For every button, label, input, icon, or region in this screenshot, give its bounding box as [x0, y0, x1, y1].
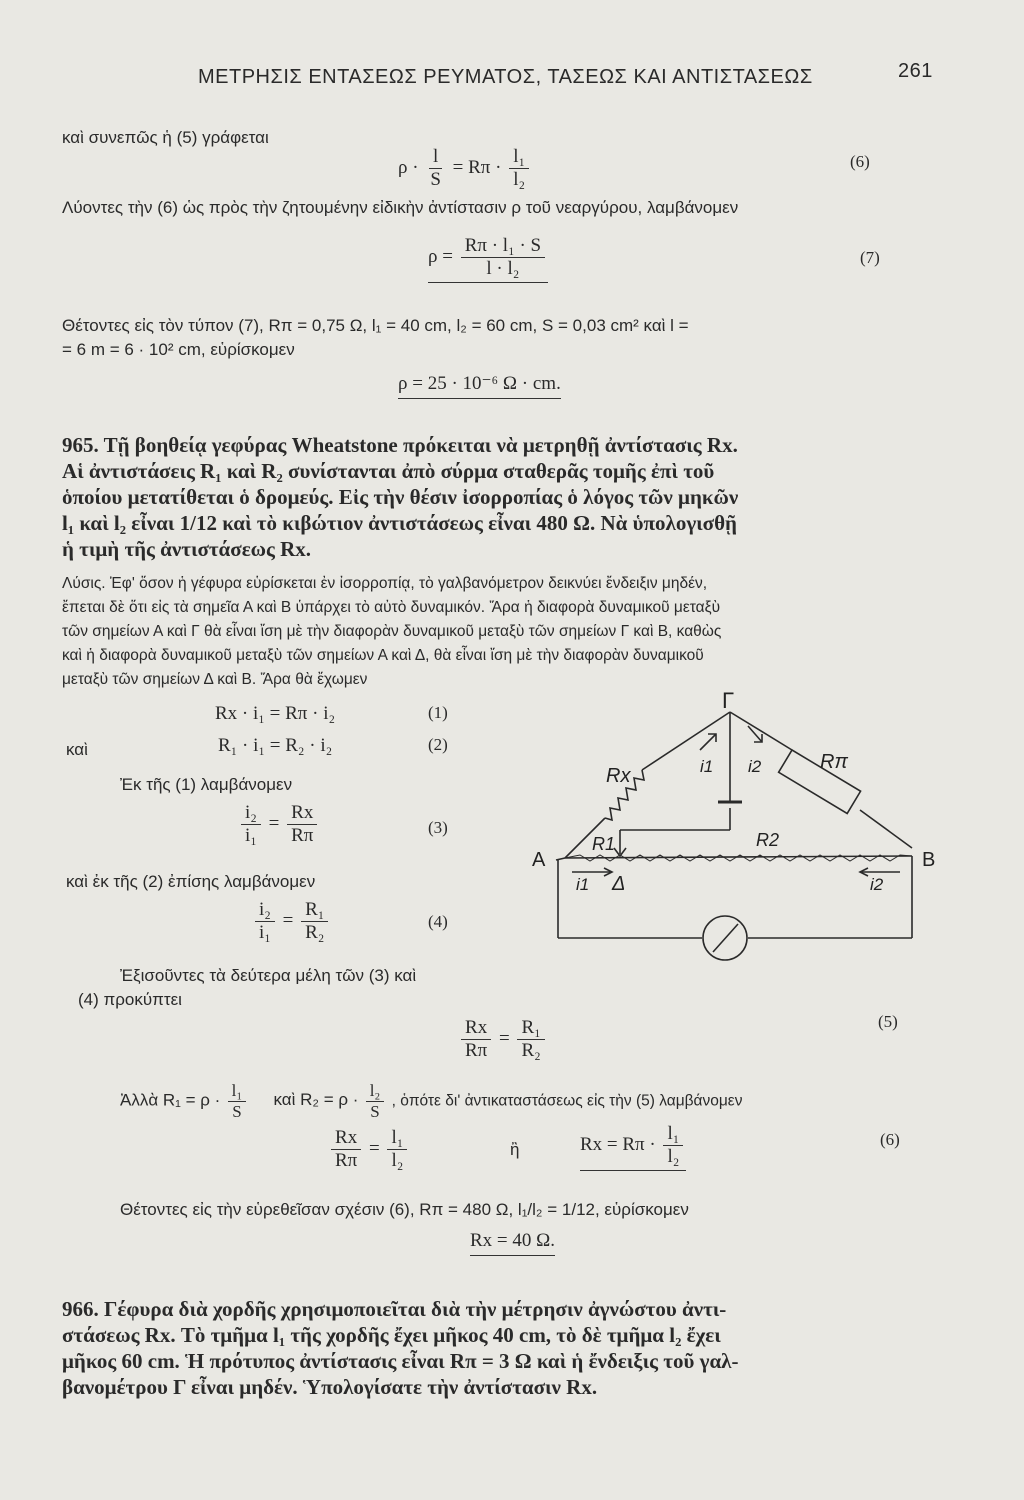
- denominator: l₂: [391, 1149, 404, 1171]
- solution-line: ἔπεται δὲ ὅτι εἰς τὰ σημεῖα Α καὶ Β ὑπάρχει τὸ αὐτὸ δυναμικόν. Ἄρα ἡ διαφορὰ δυναμικοῦ μεταξὺ: [62, 599, 721, 616]
- fraction: [517, 1018, 544, 1061]
- fraction: [331, 1128, 361, 1171]
- solution-line: Λύσις. Ἐφ' ὅσον ἡ γέφυρα εὑρίσκεται ἐν ἰσορροπίᾳ, τὸ γαλβανόμετρον δεικνύει ἔνδειξιν μηδέν,: [62, 575, 708, 592]
- wire-g-rp: [730, 712, 792, 750]
- numerator: l₂: [366, 1082, 385, 1102]
- fraction: [509, 147, 529, 190]
- equation-5: $\frac{Rx}{R\pi}$ = $\frac{\text{R₁}}{\text{R₂}}$: [458, 1018, 548, 1061]
- equation-4: $\frac{\text{i₂}}{\text{i₁}}$ = $\frac{\text{R₁}}{\text{R₂}}$: [252, 900, 331, 943]
- denominator: Rπ: [291, 824, 314, 846]
- wheatstone-bridge-diagram: [520, 690, 950, 970]
- or-word: ἢ: [510, 1140, 520, 1159]
- node-a-label: A: [532, 849, 546, 871]
- substitution-line: [120, 1082, 742, 1121]
- numerator: l₁: [509, 147, 529, 169]
- intro-line: Θέτοντες εἰς τὸν τύπον (7), Rπ = 0,75 Ω, l₁ = 40 cm, l₂ = 60 cm, S = 0,03 cm² καὶ l =: [62, 316, 689, 335]
- node-gamma-label: Γ: [722, 690, 735, 713]
- denominator: i₁: [259, 921, 271, 943]
- text-line: Ἐξισοῦντες τὰ δεύτερα μέλη τῶν (3) καὶ: [120, 966, 417, 985]
- fraction: [228, 1082, 247, 1121]
- problem-966: [62, 1296, 957, 1400]
- eq-text: ρ =: [428, 245, 453, 267]
- label-r2: R2: [756, 830, 780, 850]
- eq-text: ρ ·: [398, 156, 419, 178]
- denominator: l₂: [513, 168, 526, 190]
- numerator: l: [429, 147, 442, 169]
- numerator: R₁: [301, 900, 328, 922]
- equation-3: $\frac{\text{i₂}}{\text{i₁}}$ = $\frac{Rx}{R\pi}$: [238, 803, 320, 846]
- label-i1-top: i1: [700, 757, 714, 776]
- denominator: S: [430, 168, 441, 190]
- numerator: l₁: [387, 1128, 407, 1150]
- problem-line: ἡ τιμὴ τῆς ἀντιστάσεως Rx.: [62, 537, 312, 561]
- problem-965: [62, 432, 957, 562]
- problem-line: στάσεως Rx. Τὸ τμῆμα l₁ τῆς χορδῆς ἔχει μῆκος 40 cm, τὸ δὲ τμῆμα l₂ ἔχει: [62, 1323, 721, 1347]
- problem-line: l₁ καὶ l₂ εἶναι 1/12 καὶ τὸ κιβώτιον ἀντιστάσεως εἶναι 480 Ω. Νὰ ὑπολογισθῇ: [62, 511, 737, 535]
- denominator: Rπ: [465, 1039, 488, 1061]
- kai-word: καὶ: [66, 740, 88, 759]
- label-rp: Rπ: [820, 751, 848, 773]
- solution-line: μεταξὺ τῶν σημείων Δ καὶ Β. Ἄρα θὰ ἔχωμεν: [62, 671, 368, 688]
- running-header: ΜΕΤΡΗΣΙΣ ΕΝΤΑΣΕΩΣ ΡΕΥΜΑΤΟΣ, ΤΑΣΕΩΣ ΚΑΙ ΑΝΤΙΣΤΑΣΕΩΣ: [198, 66, 813, 88]
- fraction: [301, 900, 328, 943]
- problem-line: βανομέτρου Γ εἶναι μηδέν. Ὑπολογίσατε τὴν ἀντίστασιν Rx.: [62, 1375, 598, 1399]
- result-rho: ρ = 25 · 10⁻⁶ Ω · cm.: [398, 372, 561, 399]
- numerator: R₁: [517, 1018, 544, 1040]
- label-rx: Rx: [606, 765, 631, 787]
- label-i2-bottom: i2: [870, 875, 884, 894]
- label-r1: R1: [592, 834, 616, 854]
- result-rx: Rx = 40 Ω.: [470, 1230, 555, 1256]
- solution-line: καὶ ἡ διαφορὰ δυναμικοῦ μεταξὺ τῶν σημείων Α καὶ Δ, θὰ εἶναι ἴση μὲ τὴν διαφορὰν δυναμικοῦ: [62, 647, 704, 664]
- numerator: Rx: [287, 803, 317, 825]
- intro-line: = 6 m = 6 · 10² cm, εὑρίσκομεν: [62, 340, 295, 359]
- intro-line: καὶ συνεπῶς ἡ (5) γράφεται: [62, 128, 269, 147]
- fraction: [461, 1018, 491, 1061]
- text-line: Ἐκ τῆς (1) λαμβάνομεν: [120, 775, 293, 794]
- intro-line: Λύοντες τὴν (6) ὡς πρὸς τὴν ζητουμένην εἰδικὴν ἀντίστασιν ρ τοῦ νεαργύρου, λαμβάνομεν: [62, 198, 739, 217]
- node-b-label: B: [922, 849, 936, 871]
- problem-line: μῆκος 60 cm. Ἡ πρότυπος ἀντίστασις εἶναι Rπ = 3 Ω καὶ ἡ ἔνδειξις τοῦ γαλ-: [62, 1349, 739, 1373]
- numerator: Rx: [331, 1128, 361, 1150]
- wire-rp-b: [860, 810, 912, 848]
- fraction: [366, 1082, 385, 1121]
- page-number: 261: [898, 60, 933, 82]
- equation-number: (6): [850, 152, 870, 171]
- equation-number: (4): [428, 912, 448, 931]
- equation-number: (1): [428, 703, 448, 722]
- eq-text: Rx = Rπ ·: [580, 1133, 656, 1155]
- equation-number: (6): [880, 1130, 900, 1149]
- text-line: (4) προκύπτει: [78, 990, 182, 1009]
- denominator: S: [370, 1101, 380, 1121]
- fraction: [461, 236, 545, 279]
- equation-6-rho: [398, 147, 532, 190]
- fraction: [241, 803, 261, 846]
- numerator: i₂: [241, 803, 261, 825]
- equation-number: (5): [878, 1012, 898, 1031]
- denominator: R₂: [305, 921, 325, 943]
- numerator: Rπ · l₁ · S: [461, 236, 545, 258]
- equation-1: Rx · i₁ = Rπ · i₂: [215, 703, 336, 724]
- fraction: [387, 1128, 407, 1171]
- numerator: l₁: [663, 1124, 683, 1146]
- arrow-i2-top: [748, 726, 762, 742]
- eq-text: = Rπ ·: [452, 156, 502, 178]
- problem-line: Αἱ ἀντιστάσεις R₁ καὶ R₂ συνίστανται ἀπὸ σύρμα σταθερᾶς τομῆς ἐπὶ τοῦ: [62, 459, 715, 483]
- equation-2: R₁ · i₁ = R₂ · i₂: [218, 735, 333, 756]
- denominator: R₂: [521, 1039, 541, 1061]
- numerator: l₁: [228, 1082, 247, 1102]
- fraction: [426, 147, 445, 190]
- denominator: Rπ: [335, 1149, 358, 1171]
- solution-line: τῶν σημείων Α καὶ Γ θὰ εἶναι ἴση μὲ τὴν διαφορὰν δυναμικοῦ μεταξὺ τῶν σημείων Γ καὶ Β, καθὼς: [62, 623, 722, 640]
- equation-6-rx: [580, 1124, 686, 1171]
- denominator: l₂: [667, 1145, 680, 1167]
- solution-965: [62, 572, 957, 692]
- arrow-i1-top: [700, 734, 716, 750]
- fraction: [287, 803, 317, 846]
- equation-number: (7): [860, 248, 880, 267]
- eq-text: καὶ R₂ = ρ ·: [273, 1090, 359, 1110]
- problem-line: 966. Γέφυρα διὰ χορδῆς χρησιμοποιεῖται διὰ τὴν μέτρησιν ἀγνώστου ἀντι-: [62, 1297, 727, 1321]
- equation-7: [428, 236, 548, 283]
- problem-line: 965. Τῇ βοηθείᾳ γεφύρας Wheatstone πρόκειται νὰ μετρηθῇ ἀντίστασις Rx.: [62, 433, 738, 457]
- label-i2-top: i2: [748, 757, 762, 776]
- text-line: Θέτοντες εἰς τὴν εὑρεθεῖσαν σχέσιν (6), Rπ = 480 Ω, l₁/l₂ = 1/12, εὑρίσκομεν: [120, 1200, 689, 1219]
- label-i1-bottom: i1: [576, 875, 590, 894]
- equation-number: (2): [428, 735, 448, 754]
- denominator: l · l₂: [486, 257, 520, 279]
- equation-number: (3): [428, 818, 448, 837]
- wire-a-stub: [556, 858, 565, 860]
- fraction: [255, 900, 275, 943]
- galvanometer-needle: [713, 924, 738, 952]
- numerator: Rx: [461, 1018, 491, 1040]
- text-line: καὶ ἐκ τῆς (2) ἐπίσης λαμβάνομεν: [66, 872, 316, 891]
- fraction: [663, 1124, 683, 1167]
- denominator: i₁: [245, 824, 257, 846]
- equation-6-ratio: $\frac{Rx}{R\pi}$ = $\frac{\text{l₁}}{\text{l₂}}$: [328, 1128, 410, 1171]
- eq-text: , ὁπότε δι' ἀντικαταστάσεως εἰς τὴν (5) λαμβάνομεν: [391, 1092, 743, 1110]
- node-delta-label: Δ: [612, 873, 626, 895]
- problem-line: ὁποίου μετατίθεται ὁ δρομεύς. Εἰς τὴν θέσιν ἰσορροπίας ὁ λόγος τῶν μηκῶν: [62, 485, 739, 509]
- eq-text: Ἀλλὰ R₁ = ρ ·: [120, 1090, 221, 1110]
- denominator: S: [232, 1101, 242, 1121]
- numerator: i₂: [255, 900, 275, 922]
